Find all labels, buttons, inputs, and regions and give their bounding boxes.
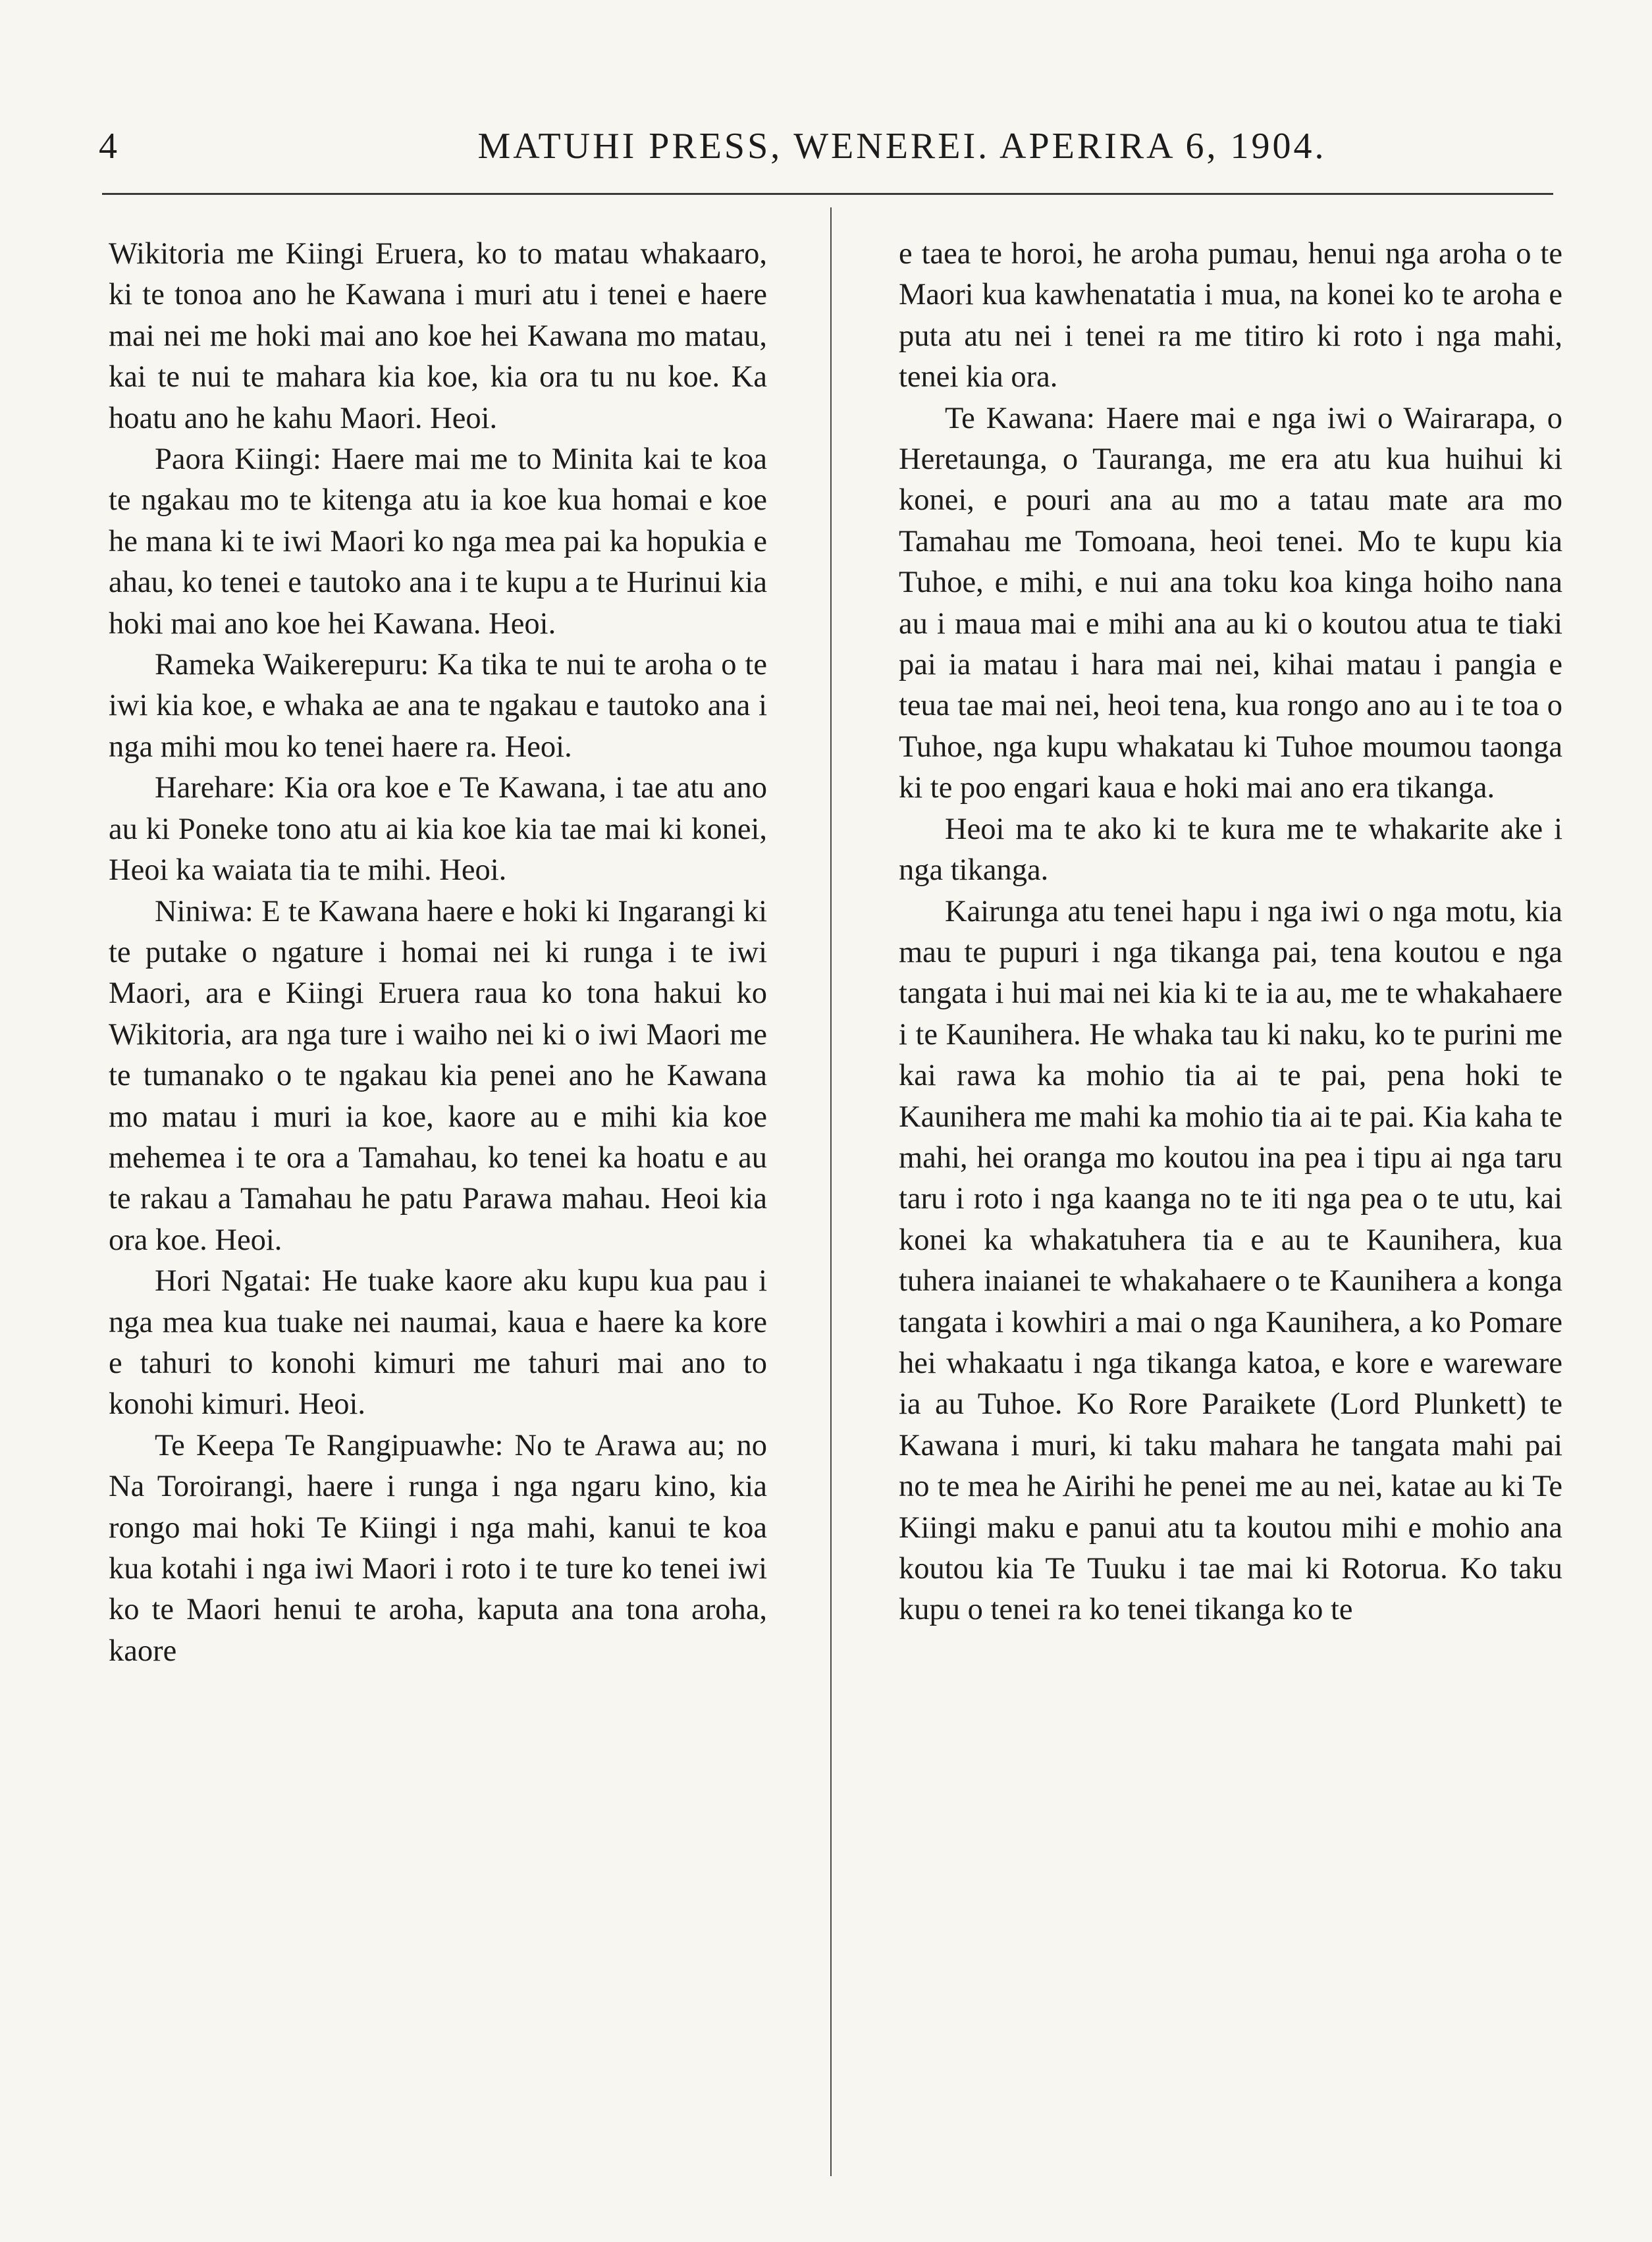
header-divider bbox=[102, 193, 1553, 195]
paragraph: Te Kawana: Haere mai e nga iwi o Wairarapa, o Heretaunga, o Tauranga, me era atu kua huihui ki konei, e pouri ana au mo a tatau mate ara mo Tamahau me Tomoana, heoi tenei. Mo te kupu kia Tuhoe, e mihi, e nui ana toku koa kinga hoiho nana au i maua mai e mihi ana au ki o koutou atua te tiaki pai ia matau i hara mai nei, kihai matau i pangia e teua tae mai nei, heoi tena, kua rongo ano au i te toa o Tuhoe, nga kupu whakatau ki Tuhoe moumou taonga ki te poo engari kaua e hoki mai ano era tikanga. bbox=[899, 401, 1562, 805]
paragraph: Harehare: Kia ora koe e Te Kawana, i tae atu ano au ki Poneke tono atu ai kia koe kia tae mai ki konei, Heoi ka waiata tia te mihi. Heoi. bbox=[109, 771, 767, 888]
paragraph: Niniwa: E te Kawana haere e hoki ki Ingarangi ki te putake o ngature i homai nei ki runga i te iwi Maori, ara e Kiingi Eruera raua ko tona hakui ko Wikitoria, ara nga ture i waiho nei ki o iwi Maori me te tumanako o te ngakau kia penei ano he Kawana mo matau i muri ia koe, kaore au e mihi kia koe mehemea i te ora a Tamahau, ko tenei ka hoatu e au te rakau a Tamahau he patu Parawa mahau. Heoi kia ora koe. Heoi. bbox=[109, 894, 767, 1257]
paragraph: Rameka Waikerepuru: Ka tika te nui te aroha o te iwi kia koe, e whaka ae ana te ngakau e tautoko ana i nga mihi mou ko tenei haere ra. Heoi. bbox=[109, 648, 767, 764]
page-header bbox=[99, 125, 1566, 178]
right-column bbox=[899, 234, 1562, 1631]
left-column bbox=[109, 234, 767, 1672]
masthead: MATUHI PRESS, WENEREI. APERIRA 6, 1904. bbox=[477, 126, 1327, 167]
paragraph: Paora Kiingi: Haere mai me to Minita kai te koa te ngakau mo te kitenga atu ia koe kua homai e koe he mana ki te iwi Maori ko nga mea pai ka hopukia e ahau, ko tenei e tautoko ana i te kupu a te Hurinui kia hoki mai ano koe hei Kawana. Heoi. bbox=[109, 442, 767, 641]
paragraph: Hori Ngatai: He tuake kaore aku kupu kua pau i nga mea kua tuake nei naumai, kaua e haere ka kore e tahuri to konohi kimuri me tahuri mai ano to konohi kimuri. Heoi. bbox=[109, 1264, 767, 1422]
column-divider bbox=[830, 207, 832, 2176]
paragraph: e taea te horoi, he aroha pumau, henui nga aroha o te Maori kua kawhenatatia i mua, na konei ko te aroha e puta atu nei i tenei ra me titiro ki roto i nga mahi, tenei kia ora. bbox=[899, 237, 1562, 394]
paragraph: Te Keepa Te Rangipuawhe: No te Arawa au; no Na Toroirangi, haere i runga i nga ngaru kino, kia rongo mai hoki Te Kiingi i nga mahi, kanui te koa kua kotahi i nga iwi Maori i roto i te ture ko tenei iwi ko te Maori henui te aroha, kaputa ana tona aroha, kaore bbox=[109, 1428, 767, 1668]
paragraph: Wikitoria me Kiingi Eruera, ko to matau whakaaro, ki te tonoa ano he Kawana i muri atu i tenei e haere mai nei me hoki mai ano koe hei Kawana mo matau, kai te nui te mahara kia koe, kia ora tu nu koe. Ka hoatu ano he kahu Maori. Heoi. bbox=[109, 237, 767, 435]
paragraph: Heoi ma te ako ki te kura me te whakarite ake i nga tikanga. bbox=[899, 812, 1562, 888]
paragraph: Kairunga atu tenei hapu i nga iwi o nga motu, kia mau te pupuri i nga tikanga pai, tena koutou e nga tangata i hui mai nei kia ki te ia au, me te whakahaere i te Kaunihera. He whaka tau ki naku, ko te purini me kai rawa ka mohio tia ai te pai, pena hoki te Kaunihera me mahi ka mohio tia ai te pai. Kia kaha te mahi, hei oranga mo koutou ina pea i tipu ai nga taru taru i roto i nga kaanga no te iti nga pea o te utu, kai konei ka whakatuhera tia e au te Kaunihera, kua tuhera inaianei te whakahaere o te Kaunihera a konga tangata i kowhiri a mai o nga Kaunihera, a ko Pomare hei whakaatu i nga tikanga katoa, e kore e wareware ia au Tuhoe. Ko Rore Paraikete (Lord Plunkett) te Kawana i muri, ki taku mahara he tangata mahi pai no te mea he Airihi he penei me au nei, katae au ki Te Kiingi maku e panui atu ta koutou mihi e mohio ana koutou kia Te Tuuku i tae mai ki Rotorua. Ko taku kupu o tenei ra ko tenei tikanga ko te bbox=[899, 894, 1562, 1627]
page-number: 4 bbox=[99, 126, 118, 167]
